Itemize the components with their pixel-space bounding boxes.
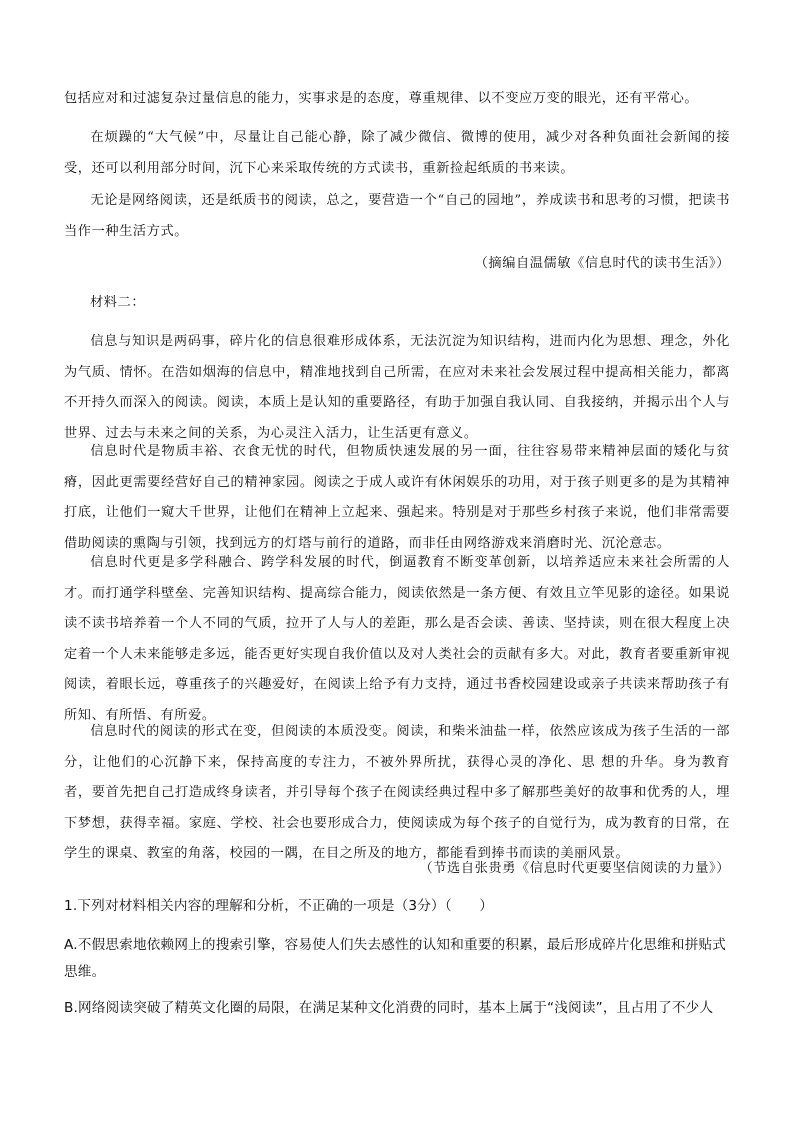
material1-paragraph-2: 在烦躁的“大气候”中，尽量让自己能心静，除了减少微信、微博的使用，减少对各种负面社会新闻的接受，还可以利用部分时间，沉下心来采取传统的方式读书，重新捡起纸质的书来读。 xyxy=(64,130,730,176)
material2-paragraph-3: 信息时代更是多学科融合、跨学科发展的时代，倒逼教育不断变革创新，以培养适应未来社会所需的人才。而打通学科壁垒、完善知识结构、提高综合能力，阅读依然是一条方便、有效且立竿见影的途径。如果说读不读书培养着一个人不同的气质，拉开了人与人的差距，那么是否会读、善读、坚持读，则在很大程度上决定着一个人未来能够走多远，能否更好实现自我价值以及对人类社会的贡献有多大。对此，教育者要重新审视阅读，着眼长远，尊重孩子的兴趣爱好，在阅读上给予有力支持，通过书香校园建设或亲子共读来帮助孩子有所知、有所悟、有所爱。 xyxy=(64,555,730,723)
material2-paragraph-2: 信息时代是物质丰裕、衣食无忧的时代，但物质快速发展的另一面，往往容易带来精神层面的矮化与贫瘠，因此更需要经营好自己的精神家园。阅读之于成人或许有休闲娱乐的功用，对于孩子则更多的是为其精神打底，让他们一窥大千世界，让他们在精神上立起来、强起来。特别是对于那些乡村孩子来说，他们非常需要借助阅读的熏陶与引领，找到远方的灯塔与前行的道路，而非任由网络游戏来消磨时光、沉沦意志。 xyxy=(64,444,730,551)
question-stem: 1.下列对材料相关内容的理解和分析，不正确的一项是（3分）（ ） xyxy=(64,898,494,914)
material2-source: （节选自张贵勇《信息时代更要坚信阅读的力量》） xyxy=(419,861,730,876)
material2-paragraph-1: 信息与知识是两码事，碎片化的信息很难形成体系，无法沉淀为知识结构，进而内化为思想、理念，外化为气质、情怀。在浩如烟海的信息中，精准地找到自己所需，在应对未来社会发展过程中提高相关能力，都离不开持久而深入的阅读。阅读，本质上是认知的重要路径，有助于加强自我认同、自我接纳，并揭示出个人与世界、过去与未来之间的关系，为心灵注入活力，让生活更有意义。 xyxy=(64,334,730,441)
material2-heading: 材料二： xyxy=(90,295,146,310)
material1-paragraph-tail: 包括应对和过滤复杂过量信息的能力，实事求是的态度，尊重规律、以不变应万变的眼光，还有平常心。 xyxy=(64,91,699,106)
material1-source: （摘编自温儒敏《信息时代的读书生活》） xyxy=(474,256,730,271)
material1-paragraph-3: 无论是网络阅读，还是纸质书的阅读，总之，要营造一个“自己的园地”，养成读书和思考的习惯，把读书当作一种生活方式。 xyxy=(64,193,730,239)
question-option-a: A.不假思索地依赖网上的搜索引擎，容易使人们失去感性的认知和重要的积累，最后形成碎片化思维和拼贴式思维。 xyxy=(64,937,727,980)
material2-paragraph-4: 信息时代的阅读的形式在变，但阅读的本质没变。阅读，和柴米油盐一样，依然应该成为孩子生活的一部分，让他们的心沉静下来，保持高度的专注力，不被外界所扰，获得心灵的净化、思 想的升华。身为教育者，要首先把自己打造成终身读者，并引导每个孩子在阅读经典过程中多了解那些美好的故事和优秀的人，埋下梦想，获得幸福。家庭、学校、社会也要形成合力，使阅读成为每个孩子的自觉行为，成为教育的日常，在学生的课桌、教室的角落，校园的一隅，在目之所及的地方，都能看到捧书而读的美丽风景。 xyxy=(64,724,730,861)
question-option-b: B.网络阅读突破了精英文化圈的局限，在满足某种文化消费的同时，基本上属于“浅阅读”，且占用了不少人 xyxy=(64,1000,714,1016)
